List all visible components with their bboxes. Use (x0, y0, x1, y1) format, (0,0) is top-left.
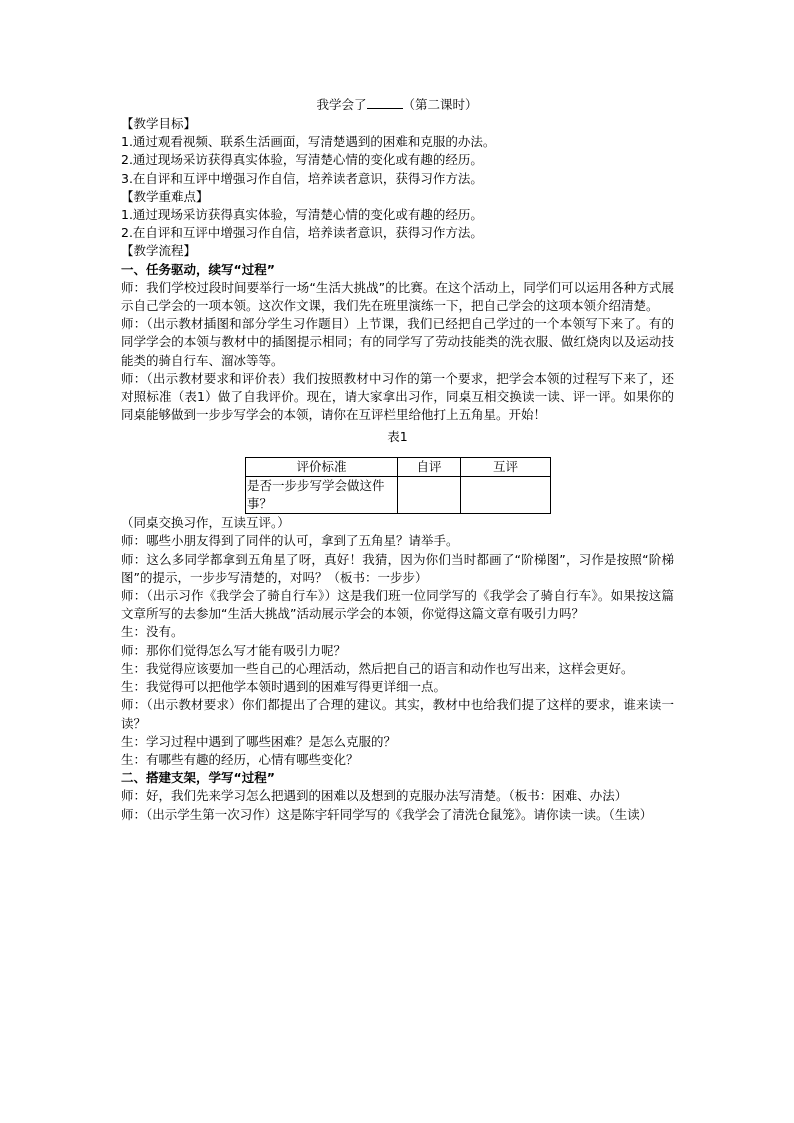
goal-item: 3.在自评和互评中增强习作自信，培养读者意识，获得习作方法。 (121, 170, 483, 186)
goal-item: 1.通过观看视频、联系生活画面，写清楚遇到的困难和克服的办法。 (121, 134, 496, 150)
section1-after-paragraph: 师：那你们觉得怎么写才能有吸引力呢？ (121, 642, 347, 658)
section1-paragraph: 师：我们学校过段时间要举行一场“生活大挑战”的比赛。在这个活动上，同学们可以运用各种方式展示自己学会的一项本领。这次作文课，我们先在班里演练一下，把自己学会的这项本领介绍清楚。 (121, 279, 674, 314)
table-header-row (246, 457, 551, 476)
table-cell (398, 476, 461, 513)
section2-paragraph: 师：好，我们先来学习怎么把遇到的困难以及想到的克服办法写清楚。（板书：困难、办法） (121, 788, 628, 804)
section1-paragraph: 师：（出示教材插图和部分学生习作题目）上节课，我们已经把自己学过的一个本领写下来了。有的同学学会的本领与教材中的插图提示相同；有的同学写了劳动技能类的洗衣服、做红烧肉以及运动技能类的骑自行车、溜冰等等。 (121, 316, 674, 368)
keypoints-heading: 【教学重难点】 (121, 188, 209, 204)
section1-after-paragraph: 生：我觉得应该要加一些自己的心理活动，然后把自己的语言和动作也写出来，这样会更好。 (121, 660, 634, 676)
goal-item: 2.通过现场采访获得真实体验，写清楚心情的变化或有趣的经历。 (121, 152, 483, 168)
section1-after-paragraph: 生：有哪些有趣的经历，心情有哪些变化？ (121, 751, 359, 767)
table-row (246, 476, 551, 513)
table-cell (461, 476, 551, 513)
document-body (121, 115, 674, 824)
section1-after-paragraph: 师：这么多同学都拿到五角星了呀，真好！我猜，因为你们当时都画了“阶梯图”，习作是按照“阶梯图”的提示，一步步写清楚的，对吗？（板书：一步步） (121, 551, 674, 585)
table-header-cell: 互评 (461, 457, 551, 476)
section1-after-paragraph: 生：没有。 (121, 624, 184, 640)
table-header-cell: 自评 (398, 457, 461, 476)
table-header-cell: 评价标准 (246, 457, 398, 476)
section1-after-paragraph: 生：学习过程中遇到了哪些困难？是怎么克服的？ (121, 733, 397, 749)
section1-after-paragraph: （同桌交换习作，互读互评。） (121, 515, 290, 531)
keypoint-item: 2.在自评和互评中增强习作自信，培养读者意识，获得习作方法。 (121, 225, 483, 241)
section1-after-paragraph: 师：（出示教材要求）你们都提出了合理的建议。其实，教材中也给我们提了这样的要求，谁来读一读？ (121, 697, 674, 731)
title-blank-line (367, 96, 403, 109)
section2-heading: 二、搭建支架，学写“过程” (121, 770, 275, 786)
table-caption: 表1 (387, 429, 408, 445)
title-prefix: 我学会了 (316, 97, 367, 112)
section1-after-paragraph: 生：我觉得可以把他学本领时遇到的困难写得更详细一点。 (121, 679, 447, 695)
title-suffix: （第二课时） (402, 97, 478, 112)
section1-heading: 一、任务驱动，续写“过程” (121, 261, 275, 277)
section2-paragraph: 师：（出示学生第一次习作）这是陈宇轩同学写的《我学会了清洗仓鼠笼》。请你读一读。（生读） (121, 806, 653, 822)
goals-heading: 【教学目标】 (121, 116, 197, 131)
document-title (0, 96, 794, 114)
section1-paragraph: 师：（出示教材要求和评价表）我们按照教材中习作的第一个要求，把学会本领的过程写下来了，还对照标准（表1）做了自我评价。现在，请大家拿出习作，同桌互相交换读一读、评一评。如果你的同桌能够做到一步步写学会的本领，请你在互评栏里给他打上五角星。开始！ (121, 370, 674, 423)
table-cell: 是否一步步写学会做这件事？ (246, 476, 398, 513)
section1-after-paragraph: 师：哪些小朋友得到了同伴的认可，拿到了五角星？请举手。 (121, 533, 459, 549)
process-heading: 【教学流程】 (121, 243, 197, 259)
evaluation-table (245, 457, 551, 515)
section1-after-paragraph: 师：（出示习作《我学会了骑自行车》）这是我们班一位同学写的《我学会了骑自行车》。如果按这篇文章所写的去参加“生活大挑战”活动展示学会的本领，你觉得这篇文章有吸引力吗？ (121, 588, 674, 622)
keypoint-item: 1.通过现场采访获得真实体验，写清楚心情的变化或有趣的经历。 (121, 207, 483, 223)
